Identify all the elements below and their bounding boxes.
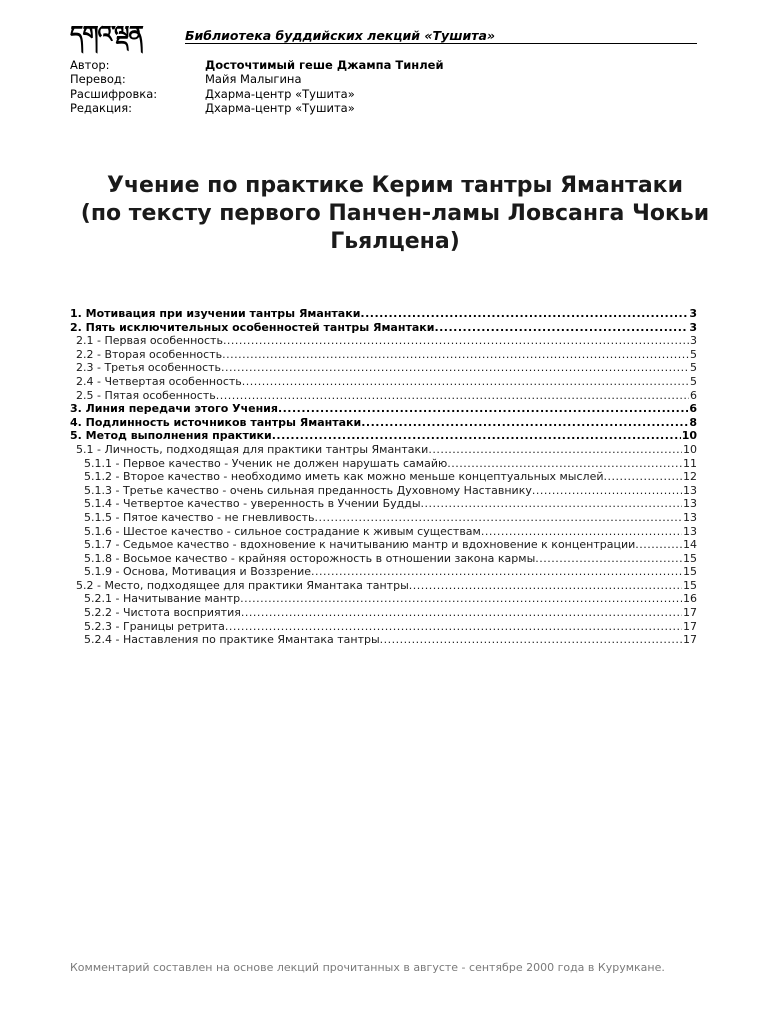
toc-entry-title: 5.1.8 - Восьмое качество - крайняя осторожность в отношении закона кармы <box>84 551 536 565</box>
toc-page-number: 10 <box>681 429 697 443</box>
footer-note: Комментарий составлен на основе лекций прочитанных в августе - сентябре 2000 года в Курумкане. <box>70 961 665 974</box>
toc-page-number: 13 <box>683 524 697 538</box>
credit-row-editing <box>70 101 444 115</box>
document-title <box>40 172 750 256</box>
toc-page-number: 3 <box>689 320 697 334</box>
toc-page-number: 15 <box>683 565 697 579</box>
toc-entry[interactable] <box>70 579 697 593</box>
toc-leader-dots <box>223 334 689 348</box>
toc-entry[interactable] <box>70 402 697 416</box>
toc-leader-dots <box>532 484 682 498</box>
toc-page-number: 3 <box>689 307 697 320</box>
toc-entry[interactable] <box>70 457 697 471</box>
toc-page-number: 5 <box>690 374 697 388</box>
toc-page-number: 6 <box>689 402 697 416</box>
toc-entry-title: 5.2.4 - Наставления по практике Ямантака тантры <box>84 633 380 647</box>
toc-entry-title: 1. Мотивация при изучении тантры Ямантаки <box>70 307 361 320</box>
toc-page-number: 15 <box>683 578 697 592</box>
toc-entry-title: 5.1.6 - Шестое качество - сильное сострадание к живым существам <box>84 524 481 538</box>
toc-entry[interactable] <box>70 511 697 525</box>
toc-entry[interactable] <box>70 416 697 430</box>
credit-value: Досточтимый геше Джампа Тинлей <box>205 58 444 72</box>
toc-page-number: 6 <box>690 388 697 402</box>
toc-leader-dots <box>360 307 688 321</box>
toc-page-number: 13 <box>683 497 697 511</box>
credit-row-author <box>70 58 444 72</box>
toc-leader-dots <box>221 361 689 375</box>
toc-leader-dots <box>447 457 682 471</box>
toc-leader-dots <box>240 592 682 606</box>
toc-entry-title: 4. Подлинность источников тантры Ямантаки <box>70 415 362 429</box>
toc-page-number: 12 <box>683 470 697 484</box>
credit-label: Редакция: <box>70 100 133 115</box>
toc-entry[interactable] <box>70 606 697 620</box>
toc-entry-title: 5.1 - Личность, подходящая для практики тантры Ямантаки <box>76 442 429 456</box>
toc-entry[interactable] <box>70 389 697 403</box>
toc-entry-title: 5.2 - Место, подходящее для практики Ямантака тантры <box>76 578 409 592</box>
title-line: Гьялцена) <box>330 229 460 254</box>
toc-entry-title: 5. Метод выполнения практики <box>70 429 272 443</box>
library-title: Библиотека буддийских лекций «Тушита» <box>185 28 496 43</box>
toc-page-number: 16 <box>683 592 697 606</box>
title-line: (по тексту первого Панчен-ламы Ловсанга Чокьи <box>80 201 710 226</box>
toc-leader-dots <box>311 565 682 579</box>
toc-entry-title: 5.1.4 - Четвертое качество - уверенность в Учении Будды <box>84 497 421 511</box>
toc-entry-title: 2. Пять исключительных особенностей тантры Ямантаки <box>70 320 435 334</box>
credit-row-transcription <box>70 87 444 101</box>
toc-entry[interactable] <box>70 307 697 321</box>
toc-entry-title: 5.2.1 - Начитывание мантр <box>84 592 241 606</box>
toc-page-number: 13 <box>683 510 697 524</box>
toc-page-number: 5 <box>690 361 697 375</box>
toc-page-number: 10 <box>683 442 697 456</box>
toc-entry[interactable] <box>70 633 697 647</box>
toc-entry[interactable] <box>70 565 697 579</box>
toc-entry-title: 5.1.2 - Второе качество - необходимо иметь как можно меньше концептуальных мыслей <box>84 470 604 484</box>
toc-entry[interactable] <box>70 552 697 566</box>
credit-label: Расшифровка: <box>70 86 158 101</box>
toc-leader-dots <box>380 633 682 647</box>
toc-entry-title: 5.2.2 - Чистота восприятия <box>84 606 241 620</box>
toc-leader-dots <box>635 538 682 552</box>
credit-value: Майя Малыгина <box>205 72 302 87</box>
toc-leader-dots <box>409 579 682 593</box>
toc-entry-title: 5.1.1 - Первое качество - Ученик не должен нарушать самайю <box>84 456 448 470</box>
toc-page-number: 14 <box>683 538 697 552</box>
toc-entry-title: 2.3 - Третья особенность <box>76 361 222 375</box>
credit-row-translation <box>70 72 444 86</box>
credits-block <box>70 58 444 115</box>
toc-entry[interactable] <box>70 538 697 552</box>
toc-entry-title: 2.1 - Первая особенность <box>76 334 223 348</box>
credit-value: Дхарма-центр «Тушита» <box>205 86 355 101</box>
toc-entry-title: 3. Линия передачи этого Учения <box>70 402 278 416</box>
toc-leader-dots <box>242 375 689 389</box>
toc-entry-title: 2.2 - Вторая особенность <box>76 347 223 361</box>
toc-leader-dots <box>241 606 682 620</box>
toc-page-number: 17 <box>683 619 697 633</box>
toc-page-number: 17 <box>683 606 697 620</box>
toc-leader-dots <box>481 525 682 539</box>
toc-leader-dots <box>225 620 682 634</box>
toc-entry[interactable] <box>70 334 697 348</box>
toc-leader-dots <box>421 497 682 511</box>
toc-entry-title: 5.1.5 - Пятое качество - не гневливость <box>84 510 315 524</box>
toc-leader-dots <box>278 402 688 416</box>
document-header <box>70 22 697 48</box>
toc-leader-dots <box>535 552 682 566</box>
toc-entry[interactable] <box>70 620 697 634</box>
toc-leader-dots <box>315 511 682 525</box>
toc-entry[interactable] <box>70 443 697 457</box>
toc-leader-dots <box>216 389 689 403</box>
toc-page-number: 17 <box>683 633 697 647</box>
toc-leader-dots <box>272 429 681 443</box>
toc-page-number: 13 <box>683 483 697 497</box>
toc-entry-title: 5.1.7 - Седьмое качество - вдохновение к начитыванию мантр и вдохновение к концентрации <box>84 538 636 552</box>
toc-page-number: 8 <box>689 415 697 429</box>
toc-entry-title: 5.2.3 - Границы ретрита <box>84 619 225 633</box>
toc-entry[interactable] <box>70 348 697 362</box>
title-line: Учение по практике Керим тантры Ямантаки <box>106 173 684 198</box>
toc-entry-title: 5.1.3 - Третье качество - очень сильная преданность Духовному Наставнику <box>84 483 532 497</box>
header-divider <box>185 43 697 44</box>
toc-page-number: 5 <box>690 347 697 361</box>
toc-page-number: 3 <box>690 334 697 348</box>
toc-entry-title: 2.4 - Четвертая особенность <box>76 374 242 388</box>
tibetan-logo: དགའ་ལྡན <box>70 21 143 48</box>
toc-entry-title: 2.5 - Пятая особенность <box>76 388 216 402</box>
toc-entry[interactable] <box>70 525 697 539</box>
toc-entry[interactable] <box>70 429 697 443</box>
toc-page-number: 11 <box>683 456 697 470</box>
toc-entry[interactable] <box>70 592 697 606</box>
credit-label: Автор: <box>70 58 110 72</box>
toc-entry[interactable] <box>70 321 697 335</box>
toc-page-number: 15 <box>683 551 697 565</box>
toc-leader-dots <box>604 470 683 484</box>
toc-leader-dots <box>434 321 688 335</box>
toc-entry[interactable] <box>70 497 697 511</box>
credit-label: Перевод: <box>70 72 126 87</box>
toc-entry[interactable] <box>70 375 697 389</box>
toc-entry[interactable] <box>70 470 697 484</box>
toc-leader-dots <box>428 443 682 457</box>
toc-entry-title: 5.1.9 - Основа, Мотивация и Воззрение <box>84 565 312 579</box>
toc-leader-dots <box>361 416 688 430</box>
credit-value: Дхарма-центр «Тушита» <box>205 100 355 115</box>
toc-entry[interactable] <box>70 361 697 375</box>
toc-entry[interactable] <box>70 484 697 498</box>
table-of-contents <box>70 307 697 647</box>
toc-leader-dots <box>222 348 689 362</box>
